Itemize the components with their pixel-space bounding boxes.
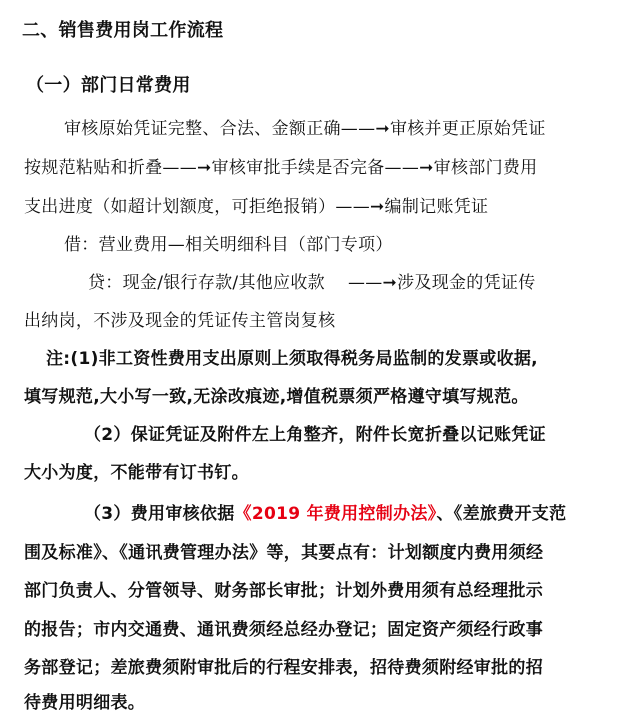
flow-line-2: 按规范粘贴和折叠——➞审核审批手续是否完备——➞审核部门费用: [24, 158, 538, 178]
note-3-highlight: 《2019 年费用控制办法》: [234, 504, 437, 524]
note-2-line-1: （2）保证凭证及附件左上角整齐，附件长宽折叠以记账凭证: [84, 425, 546, 445]
note-3-line-3: 部门负责人、分管领导、财务部长审批；计划外费用须有总经理批示: [24, 581, 543, 601]
note-3-line-6: 待费用明细表。: [24, 693, 146, 713]
note-1-line-2: 填写规范,大小写一致,无涂改痕迹,增值税票须严格遵守填写规范。: [24, 387, 529, 407]
note-2-line-2: 大小为度，不能带有订书钉。: [24, 463, 249, 483]
note-3-line-4: 的报告；市内交通费、通讯费须经总经办登记；固定资产须经行政事: [24, 620, 543, 640]
credit-entry: 贷：现金/银行存款/其他应收款 ——➞涉及现金的凭证传: [88, 273, 536, 293]
note-3-prefix: （3）费用审核依据: [84, 504, 235, 524]
flow-line-1: 审核原始凭证完整、合法、金额正确——➞审核并更正原始凭证: [64, 119, 546, 139]
flow-line-3: 支出进度（如超计划额度，可拒绝报销）——➞编制记账凭证: [24, 197, 489, 217]
note-3-suffix: 、《差旅费开支范: [436, 504, 567, 524]
note-1-line-1: 注:(1)非工资性费用支出原则上须取得税务局监制的发票或收据,: [46, 349, 538, 369]
section-title: 二、销售费用岗工作流程: [22, 20, 224, 41]
debit-entry: 借：营业费用—相关明细科目（部门专项）: [64, 235, 393, 255]
note-3-line-2: 围及标准》、《通讯费管理办法》等，其要点有：计划额度内费用须经: [24, 543, 544, 563]
credit-entry-cont: 出纳岗，不涉及现金的凭证传主管岗复核: [24, 311, 336, 331]
note-3-line-1: [84, 503, 566, 525]
subsection-title: （一）部门日常费用: [26, 75, 191, 96]
note-3-line-5: 务部登记；差旅费须附审批后的行程安排表，招待费须附经审批的招: [24, 658, 543, 678]
